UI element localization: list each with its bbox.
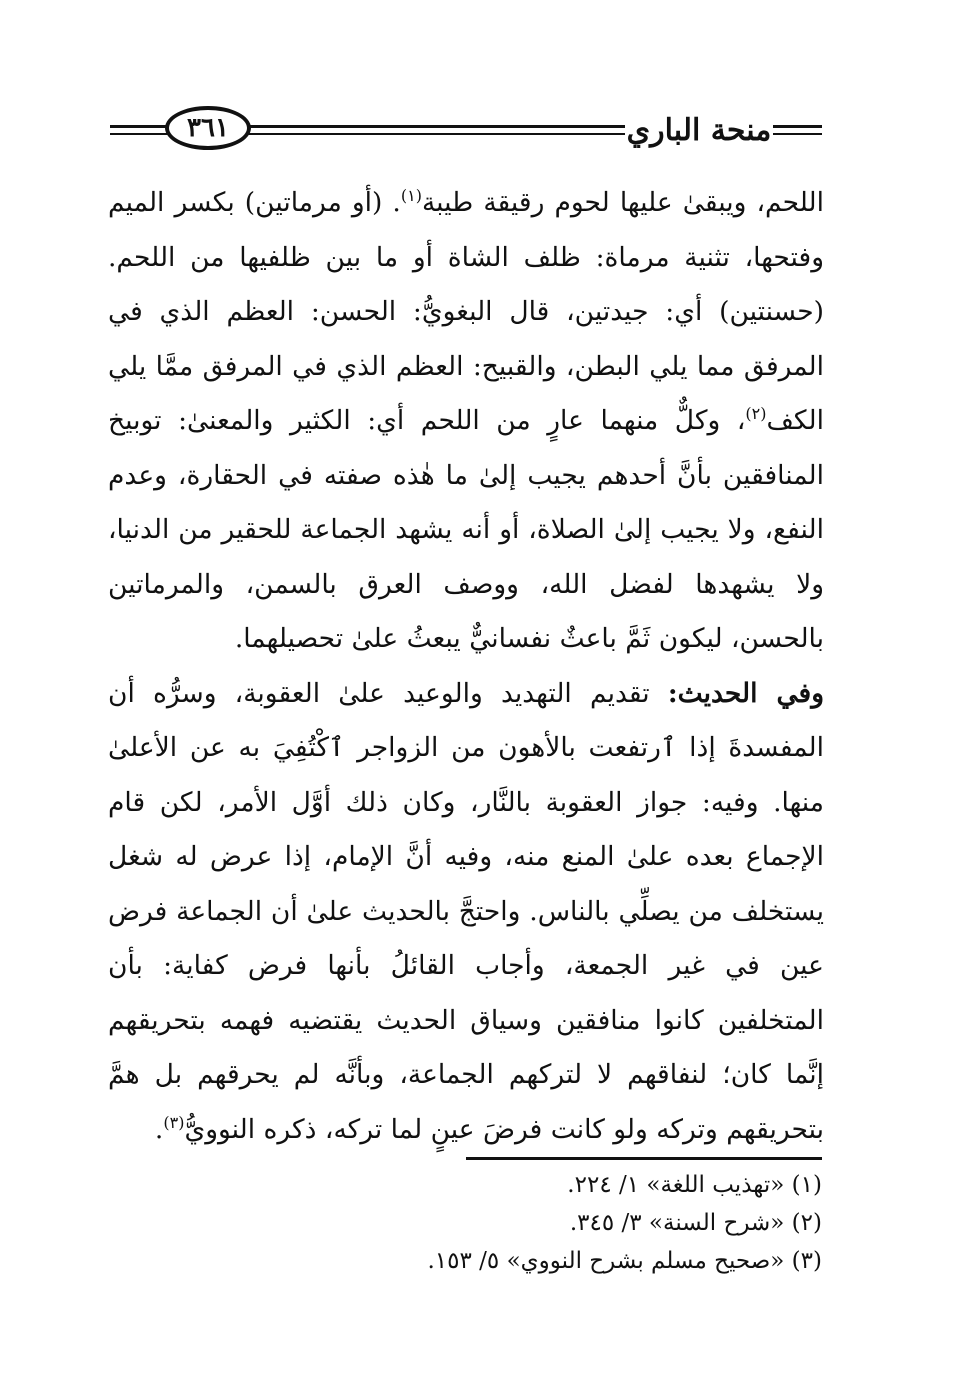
footnotes <box>300 1166 822 1280</box>
paragraph <box>108 667 824 1158</box>
page-number: ٣٦١ <box>165 106 251 150</box>
footnote-reference: (٢) <box>745 404 767 424</box>
footnote: (٢) «شرح السنة» ٣/ ٣٤٥. <box>569 1210 822 1236</box>
header-rule <box>110 133 170 135</box>
section-lead: وفي الحديث: <box>667 677 824 709</box>
page-header <box>110 100 822 160</box>
main-text <box>108 176 824 1157</box>
header-rule <box>240 125 625 128</box>
text-span: تقديم التهديد والوعيد علىٰ العقوبة، وسرُّه أن المفسدةَ إذا ٱرتفعت بالأهون من الزواجر ٱكْتُفِيَ به عن الأعلىٰ منها. وفيه: جواز العقوبة بالنَّار، وكان ذلك أوَّل الأمر، لكن قام الإجماع بعده علىٰ المنع منه، وفيه أنَّ الإمام، إذا عرض له شغل يستخلف من يصلِّي بالناس. واحتجَّ بالحديث علىٰ أن الجماعة فرض عين في غير الجمعة، وأجاب القائلُ بأنها فرض كفاية: بأن المتخلفين كانوا منافقين وسياق الحديث يقتضيه فهمه بتحريقهم إنَّما كان؛ لنفاقهم لا لتركهم الجماعة، وبأنَّه لم يحرقهم بل همَّ بتحريقهم وتركه ولو كانت فرضَ عينٍ لما تركه، ذكره النوويُّ <box>108 677 824 1145</box>
text-span: ، وكلٌّ منهما عارٍ من اللحم أي: الكثير والمعنىٰ: توبيخ المنافقين بأنَّ أحدهم يجيب إلىٰ ما هٰذه صفته في الحقارة، وعدم النفع، ولا يجيب إلىٰ الصلاة، أو أنه يشهد الجماعة للحقير من الدنيا، ولا يشهدها لفضل الله، ووصف العرق بالسمن، والمرماتين بالحسن، ليكون ثَمَّ باعثٌ نفسانيٌّ يبعثُ علىٰ تحصيلهما. <box>108 405 824 654</box>
running-title: منحة الباري <box>626 112 772 148</box>
footnote: (١) «تهذيب اللغة» ١/ ٢٢٤. <box>567 1172 822 1198</box>
footnote-reference: (٣) <box>163 1112 185 1132</box>
header-rule <box>773 133 822 135</box>
header-rule <box>773 125 822 128</box>
text-span: . (أو مرماتين) بكسر الميم وفتحها، تثنية مرماة: ظلف الشاة أو ما بين ظلفيها من اللحم. (حسنتين) أي: جيدتين، قال البغويُّ: الحسن: العظم الذي في المرفق مما يلي البطن، والقبيح: العظم الذي في المرفق ممَّا يلي الكف <box>108 187 824 436</box>
footnote-divider <box>466 1157 822 1160</box>
text-span: . <box>154 1113 164 1145</box>
text-span: اللحم، ويبقىٰ عليها لحوم رقيقة طيبة <box>421 187 824 218</box>
header-rule <box>110 125 170 128</box>
footnote-reference: (١) <box>400 186 422 206</box>
footnote: (٣) «صحيح مسلم بشرح النووي» ٥/ ١٥٣. <box>427 1248 822 1274</box>
paragraph <box>108 176 824 667</box>
header-rule <box>240 133 625 135</box>
